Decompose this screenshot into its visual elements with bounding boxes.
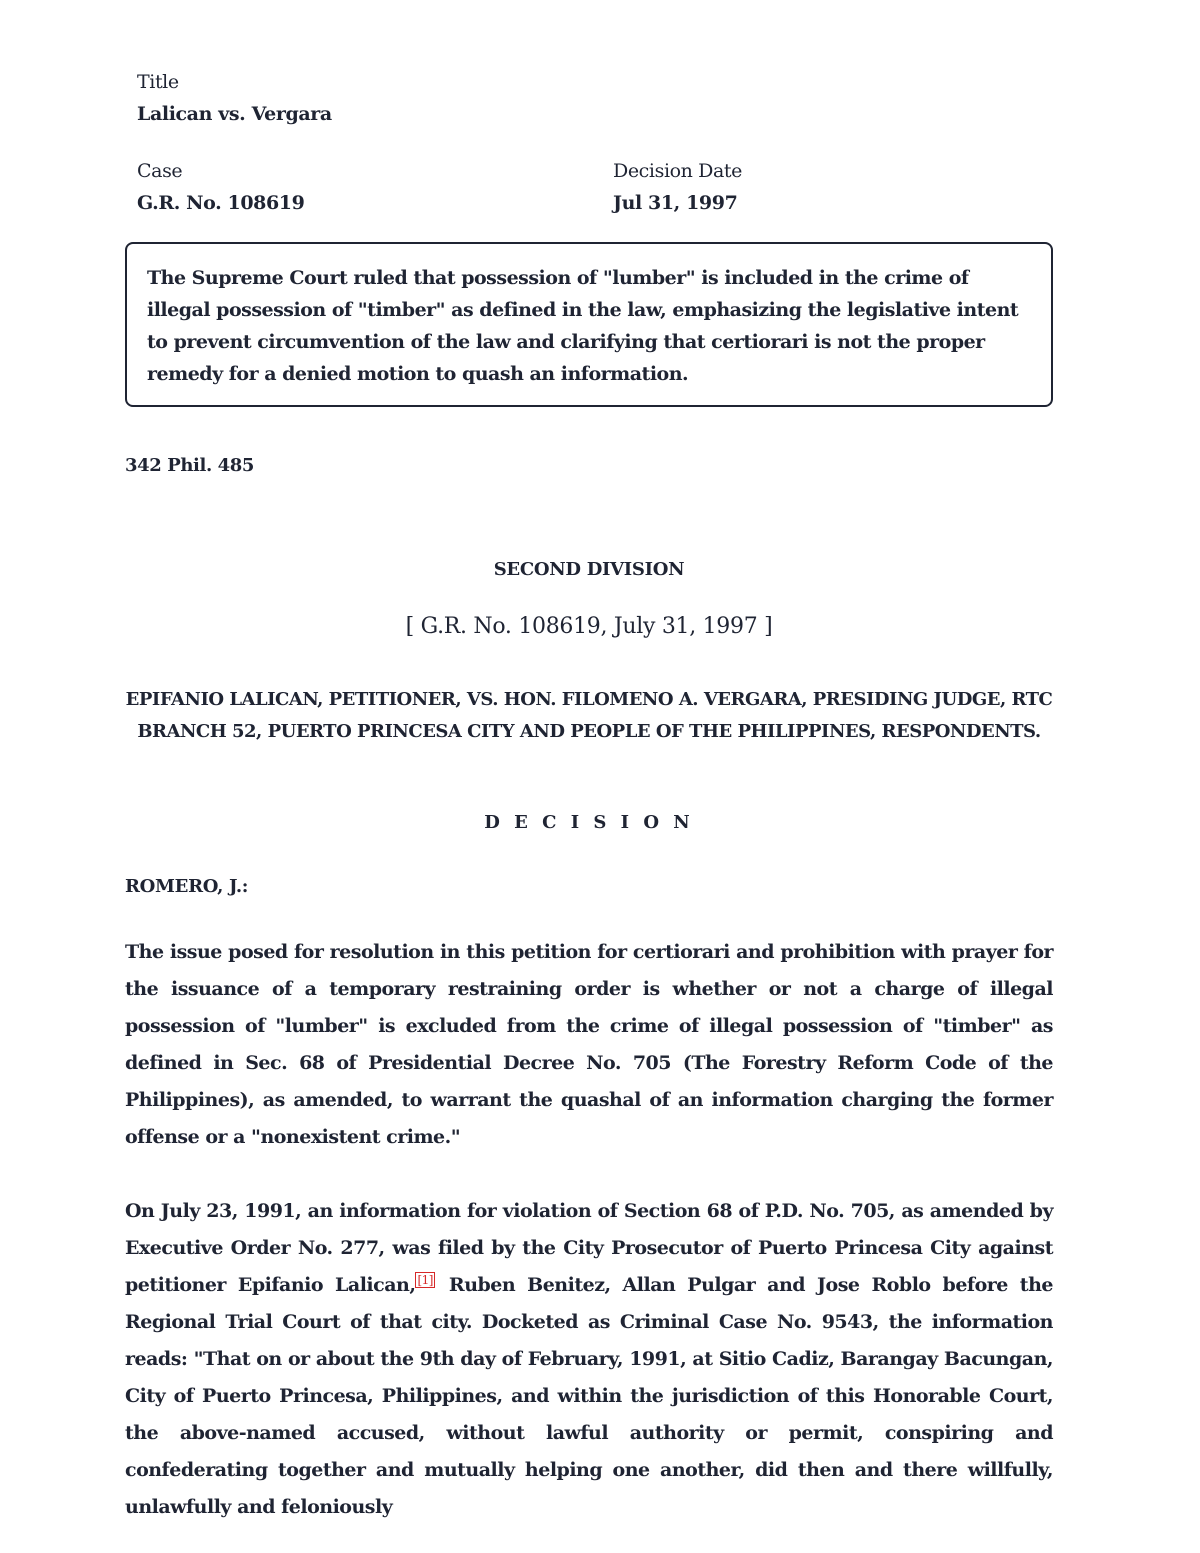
decision-heading: D E C I S I O N (484, 812, 694, 833)
case-label: Case (137, 160, 183, 182)
footnote-link[interactable]: [1] (417, 1272, 433, 1287)
paragraph-text: On July 23, 1991, an information for violation of Section 68 of P.D. No. 705, as amended by Executive Order No. 277, was filed by the City Prosecutor of Puerto Princesa City against petitioner Epifanio Lalican, (125, 1200, 1053, 1296)
citation: 342 Phil. 485 (125, 455, 255, 476)
case-value: G.R. No. 108619 (137, 192, 305, 214)
division-heading: SECOND DIVISION (493, 559, 685, 580)
title-label: Title (137, 71, 179, 93)
title-block (137, 66, 332, 130)
summary-box: The Supreme Court ruled that possession of "lumber" is included in the crime of illegal possession of "timber" as defined in the law, emphasizing the legislative intent to prevent circumvention of the law and clarifying that certiorari is not the proper remedy for a denied motion to quash an information. (125, 242, 1053, 407)
decision-date-value: Jul 31, 1997 (613, 192, 738, 214)
ponente: ROMERO, J.: (125, 876, 249, 897)
decision-date-block (613, 155, 742, 219)
gr-number-heading: [ G.R. No. 108619, July 31, 1997 ] (405, 614, 773, 639)
decision-date-label: Decision Date (613, 160, 742, 182)
parties-heading: EPIFANIO LALICAN, PETITIONER, VS. HON. FILOMENO A. VERGARA, PRESIDING JUDGE, RTC BRANCH 52, PUERTO PRINCESA CITY AND PEOPLE OF THE PHILIPPINES, RESPONDENTS. (125, 689, 1053, 742)
paragraph: The issue posed for resolution in this petition for certiorari and prohibition with prayer for the issuance of a temporary restraining order is whether or not a charge of illegal possession of "lumber" is excluded from the crime of illegal possession of "timber" as defined in Sec. 68 of Presidential Decree No. 705 (The Forestry Reform Code of the Philippines), as amended, to warrant the quashal of an information charging the former offense or a "nonexistent crime." (125, 941, 1053, 1148)
paragraph-text: Ruben Benitez, Allan Pulgar and Jose Roblo before the Regional Trial Court of that city. Docketed as Criminal Case No. 9543, the information reads: "That on or about the 9th day of February, 1991, at Sitio Cadiz, Barangay Bacungan, City of Puerto Princesa, Philippines, and within the jurisdiction of this Honorable Court, the above-named accused, without lawful authority or permit, conspiring and confederating together and mutually helping one another, did then and there willfully, unlawfully and feloniously (125, 1274, 1053, 1518)
paragraph (125, 1193, 1053, 1526)
title-value: Lalican vs. Vergara (137, 103, 332, 125)
case-block (137, 155, 304, 219)
